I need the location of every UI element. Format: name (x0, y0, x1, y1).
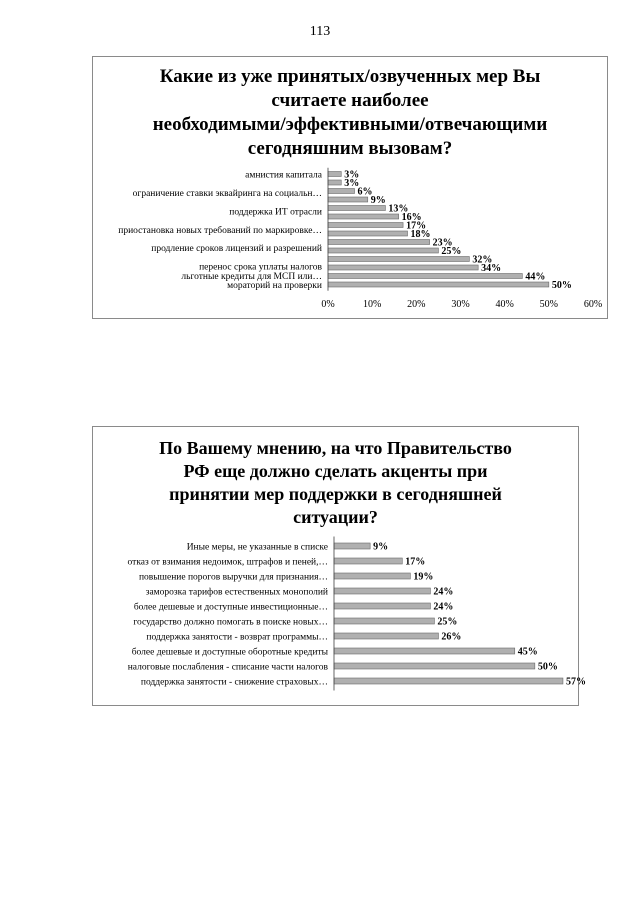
bar (334, 633, 438, 639)
chart-title-line: ситуации? (293, 507, 378, 527)
data-label: 18% (410, 229, 431, 240)
category-label: более дешевые и доступные инвестиционные… (133, 602, 328, 613)
bar (328, 214, 399, 219)
bar (328, 197, 368, 202)
category-label: Иные меры, не указанные в списке (186, 542, 328, 553)
data-label: 17% (406, 220, 427, 232)
chart-title-line: По Вашему мнению, на что Правительство (159, 438, 512, 458)
data-label: 9% (373, 541, 389, 553)
data-label: 13% (388, 203, 409, 215)
data-label: 26% (441, 631, 462, 643)
data-label: 3% (344, 178, 360, 189)
category-label: отказ от взимания недоимок, штрафов и пеней,… (127, 557, 328, 568)
bar (334, 618, 434, 624)
chart-title-line: Какие из уже принятых/озвученных мер Вы (159, 66, 541, 87)
data-label: 50% (551, 280, 572, 291)
bar (328, 240, 430, 245)
bar (334, 558, 402, 564)
chart-panel-government-focus (92, 426, 586, 706)
x-tick-label: 20% (407, 298, 426, 310)
category-label: приостановка новых требований по маркировке… (118, 225, 322, 236)
bar (334, 573, 410, 579)
category-label: более дешевые и доступные оборотные кредиты (131, 647, 328, 658)
bar (328, 223, 403, 228)
data-label: 23% (432, 237, 453, 249)
data-label: 16% (401, 212, 422, 223)
bar (328, 172, 341, 177)
bar (334, 588, 430, 594)
category-label: перенос срока уплаты налогов (199, 262, 322, 273)
category-label: продление сроков лицензий и разрешений (151, 244, 322, 255)
data-label: 3% (344, 169, 360, 181)
data-label: 6% (357, 186, 373, 198)
bar-chart-plot (93, 537, 586, 697)
x-tick-label: 50% (539, 298, 559, 310)
bar (334, 663, 535, 669)
chart-title-line: необходимыми/эффективными/отвечающими (152, 114, 548, 135)
chart-title (93, 65, 607, 161)
chart-title-line: считаете наиболее (271, 90, 429, 111)
bar (328, 274, 522, 279)
chart-panel-measures-taken (92, 56, 608, 319)
chart-title-line: принятии мер поддержки в сегодняшней (169, 484, 502, 504)
data-label: 32% (472, 254, 493, 266)
bar (334, 603, 430, 609)
x-tick-label: 10% (362, 298, 382, 310)
category-label: поддержка занятости - возврат программы… (146, 632, 328, 643)
chart-title-line: РФ еще должно сделать акценты при (183, 461, 488, 481)
x-tick-label: 0% (321, 298, 335, 310)
data-label: 25% (441, 246, 462, 257)
data-label: 45% (517, 646, 538, 658)
chart-title-line: сегодняшним вызовам? (247, 138, 453, 159)
data-label: 24% (433, 586, 454, 598)
bar (328, 189, 355, 194)
bar (328, 257, 469, 262)
x-tick-label: 40% (495, 298, 514, 310)
data-label: 9% (370, 195, 386, 206)
category-label: повышение порогов выручки для признания… (138, 572, 328, 583)
category-label: поддержка ИТ отрасли (229, 207, 322, 218)
page-number: 113 (309, 24, 331, 39)
category-label: ограничение ставки эквайринга на социальн… (132, 188, 322, 199)
data-label: 24% (433, 601, 454, 613)
bar (334, 678, 563, 684)
bar (328, 180, 341, 185)
category-label: заморозка тарифов естественных монополий (145, 587, 328, 598)
category-label: поддержка занятости - снижение страховых… (140, 677, 328, 688)
data-label: 50% (537, 661, 558, 673)
data-label: 57% (565, 676, 586, 688)
bar (334, 648, 515, 654)
x-tick-label: 60% (583, 298, 603, 310)
bar (328, 248, 438, 253)
data-label: 44% (525, 271, 546, 283)
bar (334, 543, 370, 549)
chart-title (93, 437, 578, 529)
category-label: мораторий на проверки (227, 281, 322, 291)
bar (328, 265, 478, 270)
data-label: 17% (405, 556, 426, 568)
bar (328, 231, 408, 236)
category-label: налоговые послабления - списание части налогов (127, 662, 328, 673)
data-label: 34% (481, 263, 502, 274)
x-tick-label: 30% (451, 298, 470, 310)
bar-chart-plot (93, 165, 609, 317)
bar (328, 206, 385, 211)
category-label: льготные кредиты для МСП или… (181, 271, 322, 282)
category-label: государство должно помогать в поиске новых… (133, 617, 328, 628)
category-label: амнистия капитала (245, 170, 322, 181)
data-label: 19% (413, 571, 434, 583)
data-label: 25% (437, 616, 458, 628)
bar (328, 282, 549, 287)
